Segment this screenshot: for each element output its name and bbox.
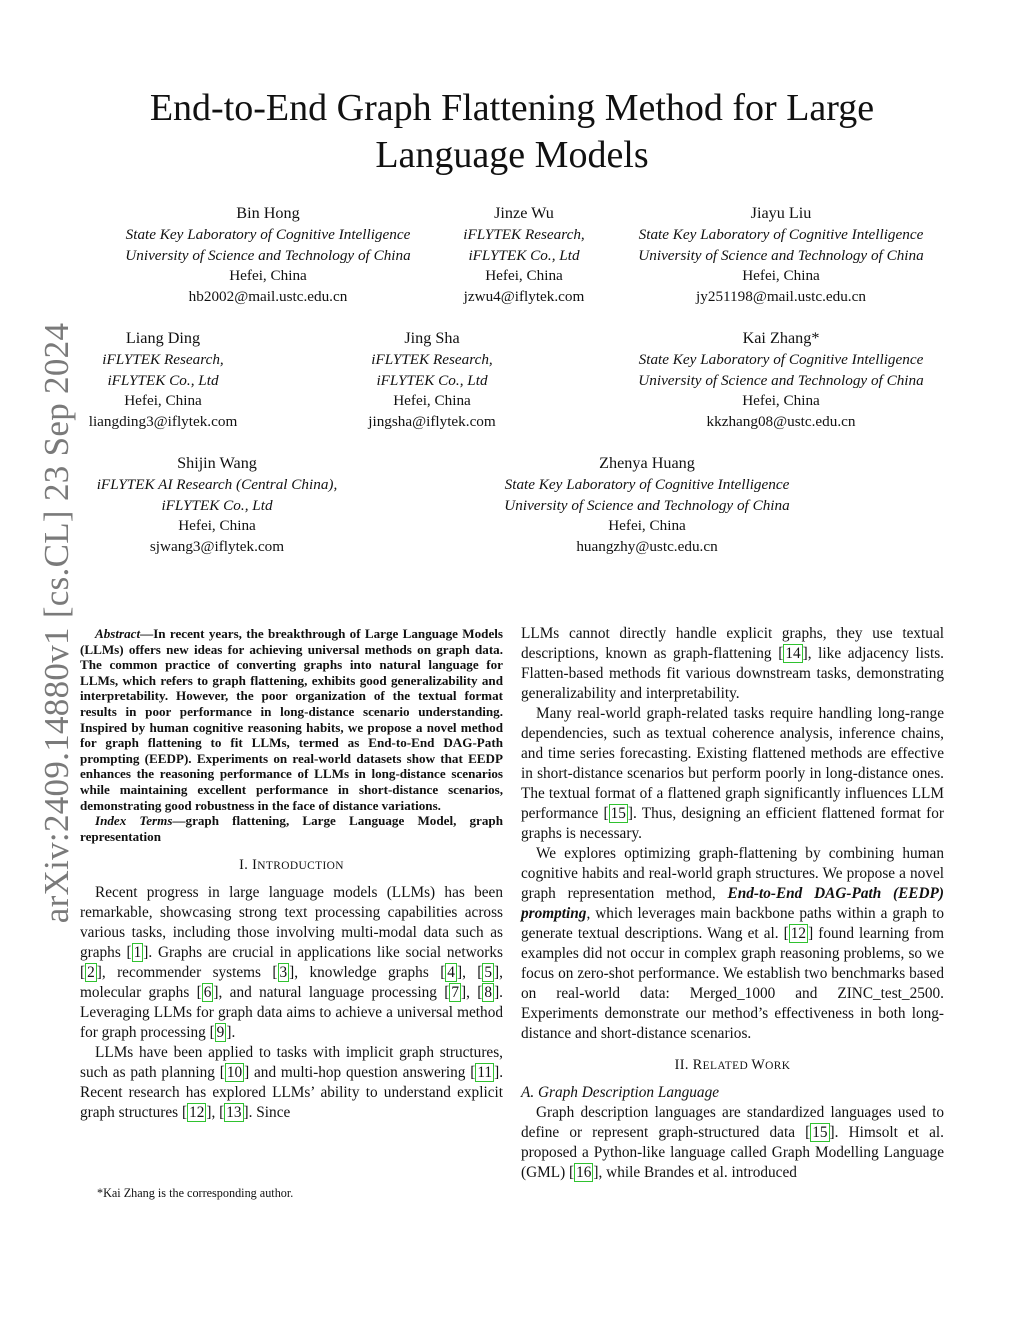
author-name: Jing Sha <box>404 329 460 347</box>
citation-link[interactable]: 4 <box>447 964 455 982</box>
author-name: Bin Hong <box>236 204 300 222</box>
arxiv-identifier: arXiv:2409.14880v1 [cs.CL] 23 Sep 2024 <box>37 322 76 924</box>
citation-link[interactable]: 16 <box>576 1164 592 1181</box>
abstract-text: —In recent years, the breakthrough of Large Language Models (LLMs) offers new ideas for achieving universal methods on graph data. The common practice of converting graphs into natural language for LLMs, which refers to graph flattening, exhibits good generalizability and interpretability. However, the poor organization of the textual format results in poor performance in long-distance scenario understanding. Inspired by human cognitive reasoning habits, we propose a novel method for graph flattening to fit LLMs, termed as End-to-End DAG-Path prompting (EEDP). Experiments on real-world datasets show that EEDP enhances the reasoning performance of LLMs in long-distance scenarios while maintaining excellent performance in short-distance scenarios, demonstrating good robustness in the face of distance variations. <box>80 626 503 813</box>
body-paragraph: We explores optimizing graph-flattening by combining human cognitive habits and real-world graph structures. We propose a novel graph representation method, End-to-End DAG-Path (EEDP) prompting, which leverages main backbone paths within a graph to generate textual descriptions. Wang et al. [ 12 ] found learning from examples did not occur in complex graph reasoning problems, so we focus on zero-shot performance. We establish two benchmarks based on real-world data: Merged_1000 and ZINC_test_2500. Experiments demonstrate our method’s effectiveness in both long-distance and short-distance scenarios. <box>521 845 945 1042</box>
paper-title: End-to-End Graph Flattening Method for Large Language Models <box>149 87 875 176</box>
citation-link[interactable]: 1 <box>133 944 142 962</box>
author-affiliation: iFLYTEK Co., Ltd <box>468 246 580 264</box>
author-name: Jinze Wu <box>494 204 554 222</box>
author-email: huangzhy@ustc.edu.cn <box>576 537 718 555</box>
author-block <box>616 327 946 432</box>
citation-link[interactable]: 13 <box>226 1104 242 1122</box>
citation-link[interactable]: 8 <box>484 984 493 1002</box>
author-affiliation: University of Science and Technology of China <box>504 496 790 514</box>
index-terms <box>80 813 503 844</box>
intro-paragraph-1: Recent progress in large language models (LLMs) has been remarkable, showcasing strong text processing capabilities across various tasks, including those involving multi-modal data such as graphs [ 1 ]. Graphs are crucial in applications like social networks [ 2 ], recommender systems [ 3 ], knowledge graphs [ 4 ], [ 5 ], molecular graphs [ 6 ], and natural language processing [ 7 ], [ 8 ]. Leveraging LLMs for graph data aims to achieve a universal method for graph processing [ 9 ]. <box>80 884 503 1042</box>
right-column <box>521 624 944 1183</box>
citation-link[interactable]: 12 <box>189 1104 205 1122</box>
author-name: Zhenya Huang <box>599 454 695 472</box>
author-affiliation: State Key Laboratory of Cognitive Intelligence <box>125 226 411 243</box>
author-affiliation: iFLYTEK Co., Ltd <box>107 371 219 389</box>
author-email: jy251198@mail.ustc.edu.cn <box>696 287 866 305</box>
citation-link[interactable]: 15 <box>812 1124 828 1141</box>
author-location: Hefei, China <box>485 267 563 284</box>
author-affiliation: State Key Laboratory of Cognitive Intelligence <box>638 351 924 368</box>
author-name: Kai Zhang* <box>742 329 820 347</box>
author-location: Hefei, China <box>608 517 686 534</box>
author-affiliation: iFLYTEK Co., Ltd <box>376 371 488 389</box>
author-block <box>104 202 432 307</box>
author-email: liangding3@iflytek.com <box>88 412 238 430</box>
citation-link[interactable]: 2 <box>87 964 95 982</box>
citation-link[interactable]: 7 <box>451 984 460 1002</box>
author-location: Hefei, China <box>124 392 202 409</box>
author-location: Hefei, China <box>178 517 256 534</box>
citation-link[interactable]: 5 <box>484 964 493 982</box>
author-affiliation: iFLYTEK Research, <box>371 351 493 368</box>
author-affiliation: State Key Laboratory of Cognitive Intelligence <box>504 476 790 493</box>
author-block <box>78 452 356 557</box>
author-location: Hefei, China <box>393 392 471 409</box>
citation-link[interactable]: 6 <box>203 984 212 1002</box>
index-terms-label: Index Terms <box>95 813 173 829</box>
author-block <box>444 202 604 307</box>
author-affiliation: iFLYTEK AI Research (Central China), <box>96 476 338 493</box>
author-affiliation: University of Science and Technology of China <box>638 246 924 264</box>
author-affiliation: iFLYTEK Research, <box>102 351 224 368</box>
author-block <box>616 202 946 307</box>
author-email: sjwang3@iflytek.com <box>149 537 285 555</box>
section-heading-related-work: II. RELATED WORK <box>674 1057 791 1073</box>
footnote: *Kai Zhang is the corresponding author. <box>97 1186 294 1200</box>
author-name: Liang Ding <box>125 329 201 347</box>
citation-link[interactable]: 12 <box>790 925 807 942</box>
body-paragraph: LLMs cannot directly handle explicit graphs, they use textual descriptions, known as graph-flattening [ 14 ], like adjacency lists. Flatten-based methods fit various downstream tasks, demonstrating generalizability and interpretability. <box>521 625 945 702</box>
citation-link[interactable]: 14 <box>785 645 801 662</box>
index-terms-text: —graph flattening, Large Language Model, graph representation <box>80 813 503 844</box>
author-affiliation: University of Science and Technology of China <box>125 246 411 264</box>
author-email: jingsha@iflytek.com <box>368 412 496 430</box>
author-block <box>482 452 812 557</box>
left-column <box>80 626 503 1123</box>
author-email: jzwu4@iflytek.com <box>463 287 585 305</box>
author-block <box>350 327 514 432</box>
author-block <box>78 327 248 432</box>
citation-link[interactable]: 3 <box>279 964 288 982</box>
author-email: hb2002@mail.ustc.edu.cn <box>188 287 348 305</box>
author-location: Hefei, China <box>742 392 820 409</box>
citation-link[interactable]: 11 <box>477 1064 493 1082</box>
author-affiliation: State Key Laboratory of Cognitive Intelligence <box>638 226 924 243</box>
citation-link[interactable]: 9 <box>216 1024 225 1042</box>
author-affiliation: iFLYTEK Research, <box>463 226 585 243</box>
author-location: Hefei, China <box>742 267 820 284</box>
author-name: Jiayu Liu <box>750 204 812 222</box>
author-email: kkzhang08@ustc.edu.cn <box>706 412 856 430</box>
body-paragraph: Many real-world graph-related tasks require handling long-range dependencies, such as textual coherence analysis, inference chains, and time series forecasting. Existing flattened methods are effective in short-distance scenarios but perform poorly in long-distance ones. The textual format of a flattened graph significantly influences LLM performance [ 15 ]. Thus, designing an efficient flattened format for graphs is necessary. <box>521 705 944 842</box>
method-name: End-to-End DAG-Path (EEDP) prompting <box>521 885 944 922</box>
section-heading-introduction: I. INTRODUCTION <box>239 857 344 874</box>
author-affiliation: University of Science and Technology of China <box>638 371 924 389</box>
citation-link[interactable]: 15 <box>610 805 626 822</box>
subsection-heading: A. Graph Description Language <box>521 1084 720 1101</box>
author-location: Hefei, China <box>229 267 307 284</box>
abstract-label: Abstract <box>95 626 141 641</box>
intro-paragraph-2: LLMs have been applied to tasks with implicit graph structures, such as path planning [ 10 ] and multi-hop question answering [ 11 ]. Recent research has explored LLMs’ ability to understand explicit graph structures [ 12 ], [ 13 ]. Since <box>80 1044 504 1122</box>
citation-link[interactable]: 10 <box>226 1064 243 1082</box>
author-affiliation: iFLYTEK Co., Ltd <box>161 496 273 514</box>
body-paragraph: Graph description languages are standardized languages used to define or represent graph-structured data [ 15 ]. Himsolt et al. proposed a Python-like language called Graph Modelling Language (GML) [ 16 ], while Brandes et al. introduced <box>521 1104 944 1181</box>
abstract <box>80 626 503 813</box>
author-name: Shijin Wang <box>177 454 257 472</box>
